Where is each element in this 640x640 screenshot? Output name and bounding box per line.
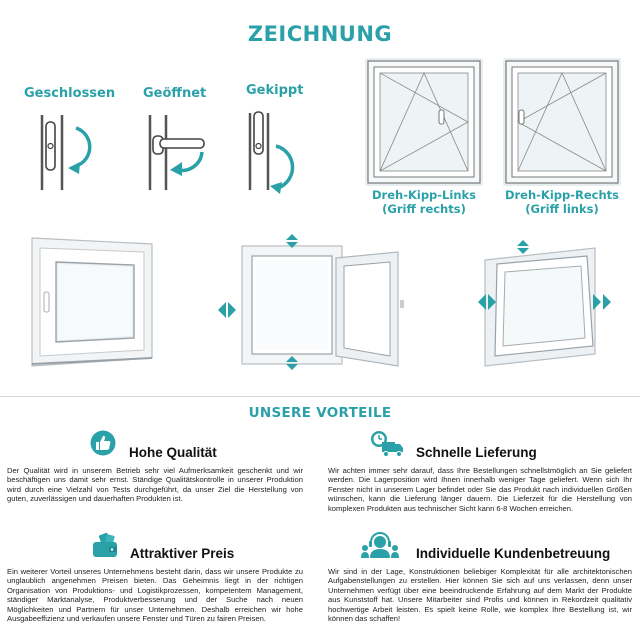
state-label-closed: Geschlossen (24, 86, 116, 101)
handle-tilted-icon (240, 108, 305, 198)
wallet-icon (90, 532, 120, 560)
feature-text-delivery: Wir achten immer sehr darauf, dass Ihre Bestellungen schnellstmöglich an Sie geliefert werden. Die Lagerposition wird Ihnen innerhalb weniger Tage geliefert. Wenn sich Ihr Fenster nicht in unserem Lager befindet oder Sie das Produkt nach individuellen Größen wünschen, kann die Lieferung länger dauern. Die Lieferzeit für die Herstellung von komplexen Produkten aus technischer Sicht kann 6-8 Wochen erreichen. (328, 466, 632, 513)
diagram-turn-tilt-left (365, 58, 483, 186)
page-title: ZEICHNUNG (247, 22, 393, 46)
handle-open-icon (140, 110, 215, 195)
divider (0, 396, 640, 397)
state-label-open: Geöffnet (143, 86, 207, 101)
caption-turn-tilt-right (487, 188, 637, 216)
feature-text-price: Ein weiterer Vorteil unseres Unternehmens besteht darin, dass wir unsere Produkte zu unglaublich angenehmen Preisen bieten. Das Geheimnis liegt in der richtigen Organisation von Produktions- und Logistikprozessen, kompetentem Management, ständiger Marktanalyse, Produktverbesserung und der Suche nach neuen Möglichkeiten und Partnern für unser Unternehmen. Deshalb erreichen wir hohe Ausgabeeffizienz und verkaufen unsere Fenster und Türen zu fairen Preisen. (7, 567, 303, 624)
caption-line-2: (Griff links) (525, 202, 599, 216)
window-closed-image (28, 234, 156, 370)
state-label-tilted: Gekippt (246, 83, 304, 98)
section-title: UNSERE VORTEILE (248, 405, 392, 421)
caption-line-1: Dreh-Kipp-Rechts (504, 188, 620, 202)
window-opened-image (216, 232, 416, 372)
feature-title-delivery: Schnelle Lieferung (416, 445, 537, 460)
feature-text-service: Wir sind in der Lage, Konstruktionen beliebiger Komplexität für alle architektonischen Aufgabenstellungen zu erstellen. Hier können Sie sich auf uns verlassen, denn unser Unternehmen verfügt über eine beeindruckende Erfahrung auf dem Markt der Produkte aus Kunststoff hat. Unsere Mitarbeiter sind Profis und können in Rekordzeit qualitativ hochwertige Arbeit leisten. Es spielt keine Rolle, wie komplex Ihre Bestellung ist, wir können das schaffen! (328, 567, 632, 624)
handle-closed-icon (32, 110, 102, 195)
customer-service-icon (360, 532, 400, 560)
delivery-truck-icon (370, 430, 404, 458)
feature-title-quality: Hohe Qualität (129, 445, 217, 460)
feature-title-service: Individuelle Kundenbetreuung (416, 546, 611, 561)
window-tilted-image (475, 238, 615, 372)
thumbs-up-icon (90, 430, 116, 456)
caption-line-1: Dreh-Kipp-Links (371, 188, 477, 202)
caption-turn-tilt-left (349, 188, 499, 216)
caption-line-2: (Griff rechts) (382, 202, 466, 216)
feature-title-price: Attraktiver Preis (130, 546, 235, 561)
feature-text-quality: Der Qualität wird in unserem Betrieb sehr viel Aufmerksamkeit geschenkt und wir beschäftigen uns damit sehr ernst. Ständige Qualitätskontrolle in unserer Produktion wird durch eine Vielzahl von Tests durchgeführt, da unser Ziel die Herstellung von guten, zuverlässigen und dauerhaften Produkten ist. (7, 466, 303, 504)
diagram-turn-tilt-right (503, 58, 621, 186)
